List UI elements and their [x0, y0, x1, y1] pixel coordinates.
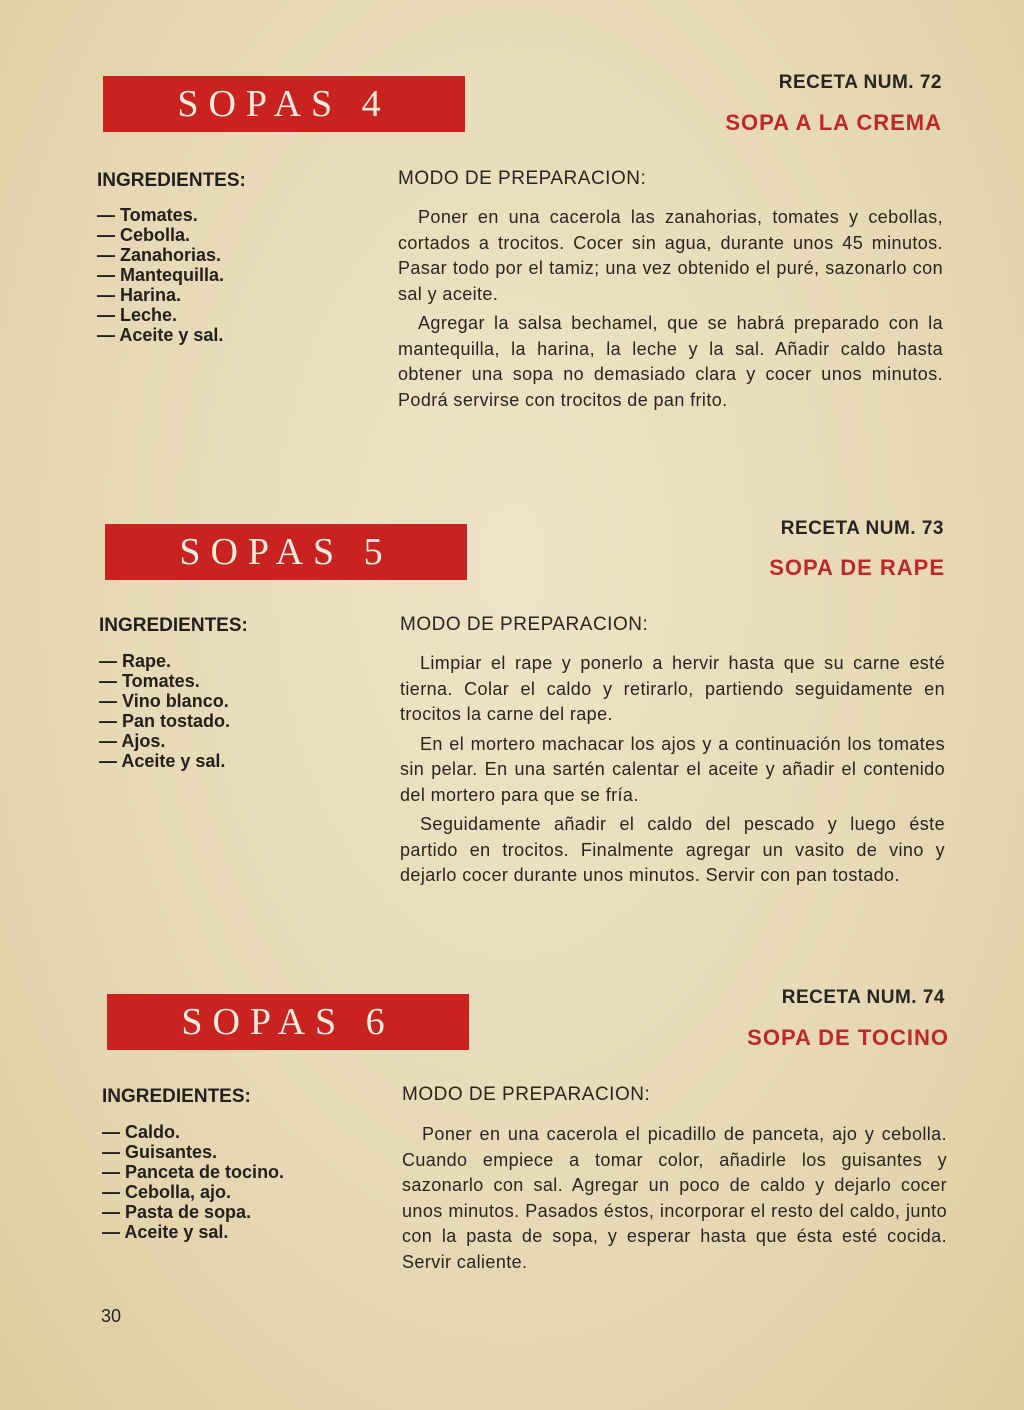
ingredient-item: — Guisantes. [102, 1142, 284, 1162]
ingredient-item: — Aceite y sal. [97, 325, 224, 345]
page-number: 30 [101, 1306, 122, 1326]
ingredient-item: — Aceite y sal. [99, 751, 230, 771]
preparation-paragraph: Agregar la salsa bechamel, que se habrá preparado con la mantequilla, la harina, la leche y la sal. Añadir caldo hasta obtener una sopa no demasiado clara y cocer unos minutos. Podrá servirse con trocitos de pan frito. [398, 313, 943, 410]
ingredient-item: — Tomates. [97, 205, 224, 225]
ingredients-label: INGREDIENTES: [102, 1086, 251, 1107]
ingredient-item: — Leche. [97, 305, 224, 325]
preparation-text [402, 1122, 947, 1279]
ingredient-item: — Cebolla, ajo. [102, 1182, 284, 1202]
ingredients-list [102, 1122, 284, 1242]
preparation-paragraph: Limpiar el rape y ponerlo a hervir hasta que su carne esté tierna. Colar el caldo y retirarlo, partiendo seguidamente en trocitos la carne del rape. [400, 653, 945, 724]
ingredient-item: — Zanahorias. [97, 245, 224, 265]
ingredient-item: — Ajos. [99, 731, 230, 751]
ingredient-item: — Rape. [99, 651, 230, 671]
section-banner: SOPAS 6 [107, 994, 469, 1050]
ingredient-item: — Tomates. [99, 671, 230, 691]
ingredients-list [99, 651, 230, 771]
recipe-title: SOPA DE RAPE [769, 555, 945, 580]
section-banner: SOPAS 5 [105, 524, 467, 580]
preparation-paragraph: Poner en una cacerola el picadillo de panceta, ajo y cebolla. Cuando empiece a tomar color, añadirle los guisantes y sazonarlo con sal. Agregar un poco de caldo y dejarlo cocer unos minutos. Pasados éstos, incorporar el resto del caldo, junto con la pasta de sopa, y esperar hasta que ésta esté cocida. Servir caliente. [402, 1124, 947, 1272]
preparation-label: MODO DE PREPARACION: [398, 168, 647, 189]
preparation-paragraph: En el mortero machacar los ajos y a continuación los tomates sin pelar. En una sartén calentar el aceite y añadir el contenido del mortero para que se fría. [400, 733, 945, 805]
preparation-label: MODO DE PREPARACION: [400, 614, 649, 635]
ingredient-item: — Mantequilla. [97, 265, 224, 285]
section-banner: SOPAS 4 [103, 76, 465, 132]
ingredient-item: — Cebolla. [97, 225, 224, 245]
preparation-label: MODO DE PREPARACION: [402, 1084, 651, 1105]
recipe-number: RECETA NUM. 72 [778, 72, 942, 93]
ingredient-item: — Caldo. [102, 1122, 284, 1142]
preparation-paragraph: Seguidamente añadir el caldo del pescado y luego éste partido en trocitos. Finalmente agregar un vasito de vino y dejarlo cocer durante unos minutos. Servir con pan tostado. [400, 814, 945, 885]
preparation-paragraph: Poner en una cacerola las zanahorias, tomates y cebollas, cortados a trocitos. Cocer sin agua, durante unos 45 minutos. Pasar todo por el tamiz; una vez obtenido el puré, sazonarlo con sal y aceite. [398, 207, 943, 304]
ingredients-label: INGREDIENTES: [97, 170, 246, 191]
recipe-title: SOPA DE TOCINO [747, 1025, 949, 1050]
recipe-title: SOPA A LA CREMA [725, 110, 942, 135]
ingredients-label: INGREDIENTES: [99, 615, 248, 636]
ingredient-item: — Pasta de sopa. [102, 1202, 284, 1222]
ingredient-item: — Aceite y sal. [102, 1222, 284, 1242]
preparation-text [400, 651, 945, 893]
ingredient-item: — Harina. [97, 285, 224, 305]
recipe-number: RECETA NUM. 73 [780, 518, 944, 539]
recipe-number: RECETA NUM. 74 [781, 987, 945, 1008]
ingredient-item: — Vino blanco. [99, 691, 230, 711]
ingredient-item: — Pan tostado. [99, 711, 230, 731]
ingredient-item: — Panceta de tocino. [102, 1162, 284, 1182]
